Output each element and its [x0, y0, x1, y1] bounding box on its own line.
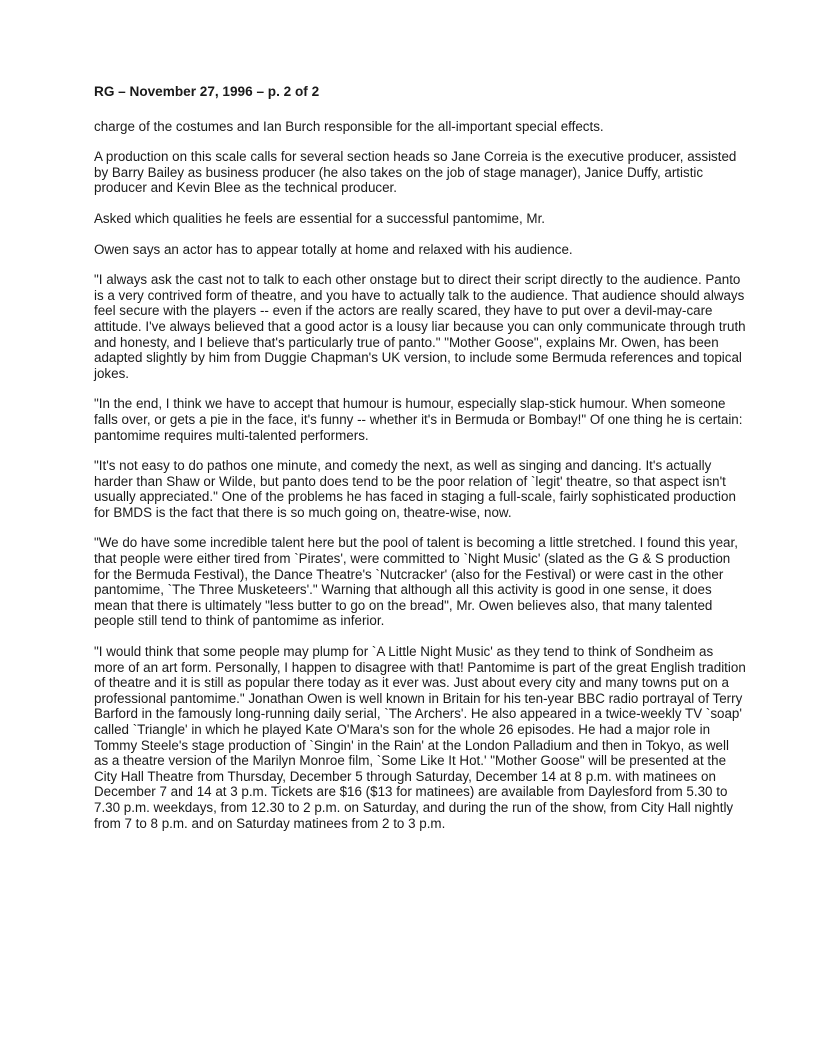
paragraph-pathos-quote: "It's not easy to do pathos one minute, and comedy the next, as well as singing and dancing. It's actually harder than Shaw or Wilde, but panto does tend to be the poor relation of `legit' theatre, so that aspect isn't usually appreciated." One of the problems he has faced in staging a full-scale, fairly sophisticated production for BMDS is the fact that there is so much going on, theatre-wise, now. — [94, 458, 736, 520]
page-header: RG – November 27, 1996 – p. 2 of 2 — [94, 84, 320, 99]
document-page — [94, 84, 746, 846]
paragraph-talent-pool-quote: "We do have some incredible talent here but the pool of talent is becoming a little stretched. I found this year, that people were either tired from `Pirates', were committed to `Night Music' (slated as the G & S production for the Bermuda Festival), the Dance Theatre's `Nutcracker' (also for the Festival) or were cast in the other pantomime, `The Three Musketeers'." Warning that although all this activity is good in one sense, it does mean that there is ultimately "less butter to go on the bread", Mr. Owen believes also, that many talented people still tend to think of pantomime as inferior. — [94, 535, 738, 629]
paragraph-qualities-question: Asked which qualities he feels are essential for a successful pantomime, Mr. — [94, 210, 546, 226]
paragraph-humour-quote: "In the end, I think we have to accept that humour is humour, especially slap-stick humour. When someone falls over, or gets a pie in the face, it's funny -- whether it's in Bermuda or Bombay!" Of one thing he is certain: pantomime requires multi-talented performers. — [94, 396, 743, 443]
paragraph-night-music-quote: "I would think that some people may plump for `A Little Night Music' as they tend to think of Sondheim as more of an art form. Personally, I happen to disagree with that! Pantomime is part of the great English tradition of theatre and it is still as popular there today as it ever was. Just about every city and many towns put on a professional pantomime." Jonathan Owen is well known in Britain for his ten-year BBC radio portrayal of Terry Barford in the famously long-running daily serial, `The Archers'. He also appeared in a twice-weekly TV `soap' called `Triangle' in which he played Kate O'Mara's son for the whole 26 episodes. He had a major role in Tommy Steele's stage production of `Singin' in the Rain' at the London Palladium and then in Tokyo, as well as a theatre version of the Marilyn Monroe film, `Some Like It Hot.' "Mother Goose" will be presented at the City Hall Theatre from Thursday, December 5 through Saturday, December 14 at 8 p.m. with matinees on December 7 and 14 at 3 p.m. Tickets are $16 ($13 for matinees) are available from Daylesford from 5.30 to 7.30 p.m. weekdays, from 12.30 to 2 p.m. on Saturday, and during the run of the show, from City Hall nightly from 7 to 8 p.m. and on Saturday matinees from 2 to 3 p.m. — [94, 644, 746, 831]
paragraph-costumes: charge of the costumes and Ian Burch responsible for the all-important special effects. — [94, 118, 604, 134]
paragraph-actor-at-home: Owen says an actor has to appear totally at home and relaxed with his audience. — [94, 241, 573, 257]
paragraph-section-heads: A production on this scale calls for several section heads so Jane Correia is the executive producer, assisted by Barry Bailey as business producer (he also takes on the job of stage manager), Janice Duffy, artistic producer and Kevin Blee as the technical producer. — [94, 149, 737, 196]
paragraph-cast-audience-quote: "I always ask the cast not to talk to each other onstage but to direct their script directly to the audience. Panto is a very contrived form of theatre, and you have to actually talk to the audience. That audience should always feel secure with the players -- even if the actors are really scared, they have to put over a devil-may-care attitude. I've always believed that a good actor is a lousy liar because you can only communicate through truth and honesty, and I believe that's particularly true of panto." "Mother Goose", explains Mr. Owen, has been adapted slightly by him from Duggie Chapman's UK version, to include some Bermuda references and topical jokes. — [94, 272, 746, 381]
